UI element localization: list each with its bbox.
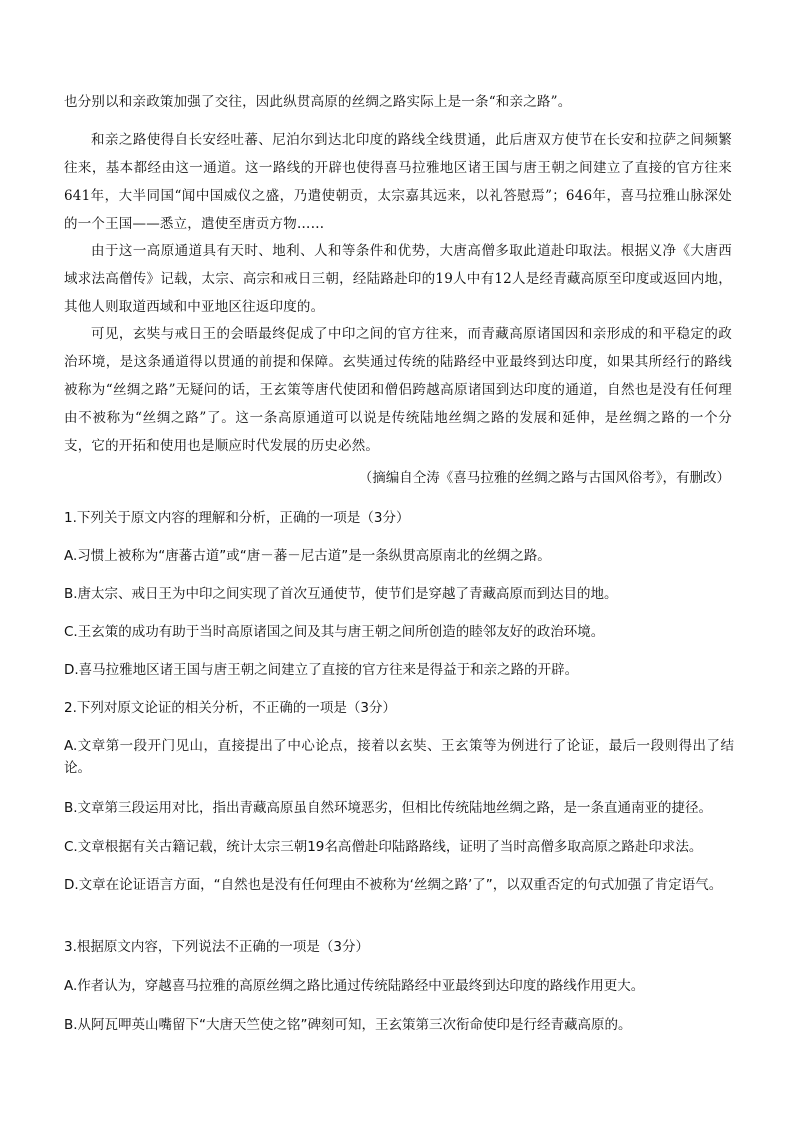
passage-paragraph-0: 也分别以和亲政策加强了交往，因此纵贯高原的丝绸之路实际上是一条“和亲之路”。 [64, 94, 572, 110]
passage-paragraph-3: 可见，玄奘与戒日王的会晤最终促成了中印之间的官方往来，而青藏高原诸国因和亲形成的和平稳定的政治环境，是这条通道得以贯通的前提和保障。玄奘通过传统的陆路经中亚最终到达印度，如果其所经行的路线被称为“丝绸之路”无疑问的话，王玄策等唐代使团和僧侣跨越高原诸国到达印度的通道，自然也是没有任何理由不被称为“丝绸之路”了。这一条高原通道可以说是传统陆地丝绸之路的发展和延伸，是丝绸之路的一个分支，它的开拓和使用也是顺应时代发展的历史必然。 [64, 326, 732, 454]
passage-paragraph-1: 和亲之路使得自长安经吐蕃、尼泊尔到达北印度的路线全线贯通，此后唐双方使节在长安和拉萨之间频繁往来，基本都经由这一通道。这一路线的开辟也使得喜马拉雅地区诸王国与唐王朝之间建立了直接的官方往来641年，大半同国“闻中国威仪之盛，乃遣使朝贡，太宗嘉其远来，以礼答慰焉”；646年，喜马拉雅山脉深处的一个王国——悉立，遣使至唐贡方物…… [64, 132, 732, 232]
question-2-option-c: C.文章根据有关古籍记载，统计太宗三朝19名高僧赴印陆路路线，证明了当时高僧多取高原之路赴印求法。 [64, 839, 703, 855]
question-1-option-a: A.习惯上被称为“唐蕃古道”或“唐－蕃－尼古道”是一条纵贯高原南北的丝绸之路。 [64, 548, 551, 564]
question-3-option-a: A.作者认为，穿越喜马拉雅的高原丝绸之路比通过传统陆路经中亚最终到达印度的路线作用更大。 [64, 978, 645, 994]
question-1-option-b: B.唐太宗、戒日王为中印之间实现了首次互通使节，使节们是穿越了青藏高原而到达目的地。 [64, 586, 618, 602]
question-2-option-b: B.文章第三段运用对比，指出青藏高原虽自然环境恶劣，但相比传统陆地丝绸之路，是一条直通南亚的捷径。 [64, 800, 713, 816]
question-1-option-c: C.王玄策的成功有助于当时高原诸国之间及其与唐王朝之间所创造的睦邻友好的政治环境。 [64, 624, 605, 640]
question-2-stem: 2.下列对原文论证的相关分析，不正确的一项是（3分） [64, 700, 396, 716]
question-3-stem: 3.根据原文内容，下列说法不正确的一项是（3分） [64, 939, 369, 955]
passage-paragraph-2: 由于这一高原通道具有天时、地利、人和等条件和优势，大唐高僧多取此道赴印取法。根据义净《大唐西域求法高僧传》记载，太宗、高宗和戒日三朝，经陆路赴印的19人中有12人是经青藏高原至印度或返回内地，其他人则取道西域和中亚地区往返印度的。 [64, 243, 732, 315]
question-2-option-a: A.文章第一段开门见山，直接提出了中心论点，接着以玄奘、王玄策等为例进行了论证，最后一段则得出了结论。 [64, 738, 734, 776]
question-3-option-b: B.从阿瓦呷英山嘴留下“大唐天竺使之铭”碑刻可知，王玄策第三次衔命使印是行经青藏高原的。 [64, 1017, 632, 1033]
question-2-option-d: D.文章在论证语言方面，“自然也是没有任何理由不被称为‘丝绸之路’了”，以双重否定的句式加强了肯定语气。 [64, 877, 723, 893]
source-citation: （摘编自仝涛《喜马拉雅的丝绸之路与古国风俗考》，有删改） [358, 470, 730, 486]
question-1-option-d: D.喜马拉雅地区诸王国与唐王朝之间建立了直接的官方往来是得益于和亲之路的开辟。 [64, 662, 579, 678]
question-1-stem: 1.下列关于原文内容的理解和分析，正确的一项是（3分） [64, 510, 410, 526]
